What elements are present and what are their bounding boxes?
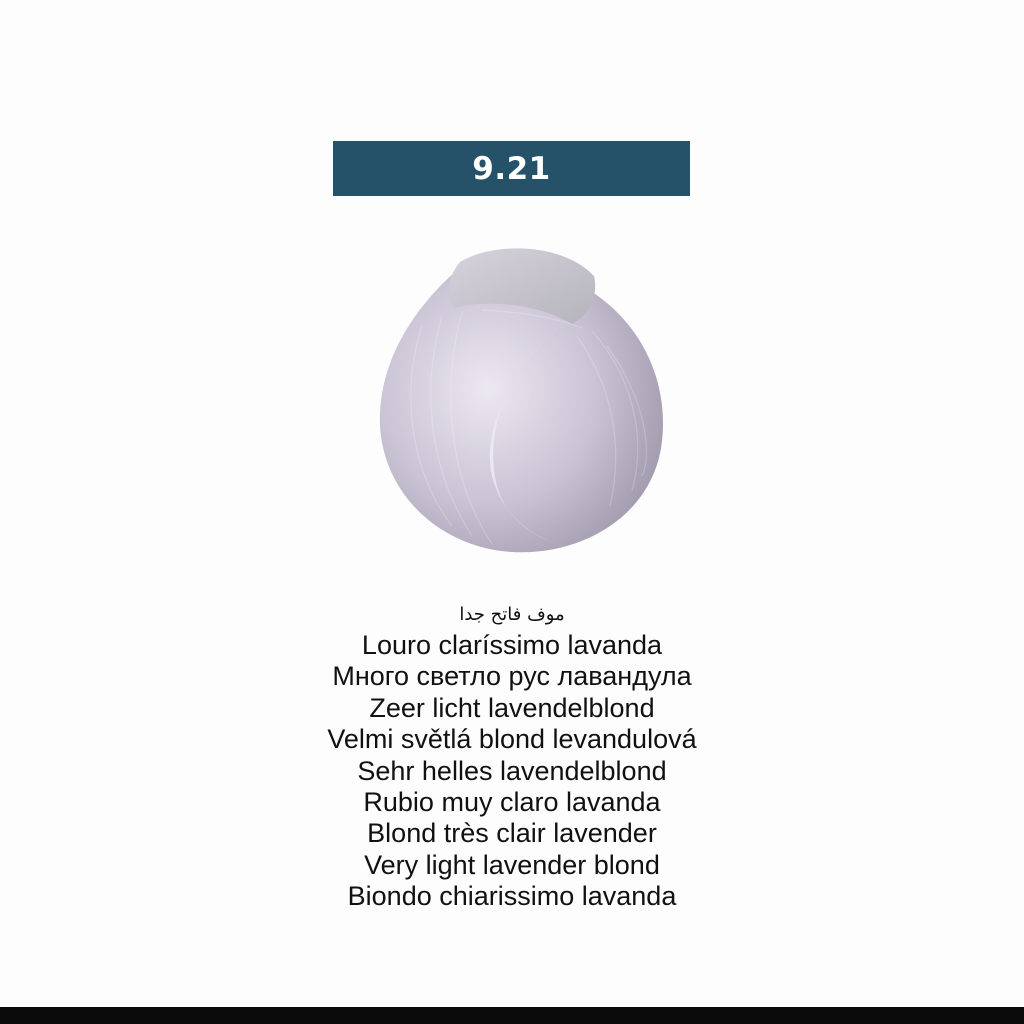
name-czech: Velmi světlá blond levandulová [327, 724, 697, 755]
name-german: Sehr helles lavendelblond [357, 755, 667, 786]
name-italian: Biondo chiarissimo lavanda [347, 881, 677, 912]
shade-names-list [212, 600, 812, 913]
name-french: Blond très clair lavender [367, 818, 657, 849]
hair-swatch-icon [362, 236, 672, 556]
shade-code-banner [333, 141, 690, 196]
name-spanish: Rubio muy claro lavanda [363, 787, 661, 818]
name-portuguese: Louro claríssimo lavanda [361, 630, 663, 660]
shade-code: 9.21 [472, 150, 551, 187]
bottom-bar [0, 1007, 1024, 1024]
name-english: Very light lavender blond [364, 849, 660, 880]
name-dutch: Zeer licht lavendelblond [369, 692, 655, 723]
name-arabic: موف فاتح جدا [459, 604, 565, 625]
name-russian: Много светло рус лавандула [332, 661, 692, 692]
